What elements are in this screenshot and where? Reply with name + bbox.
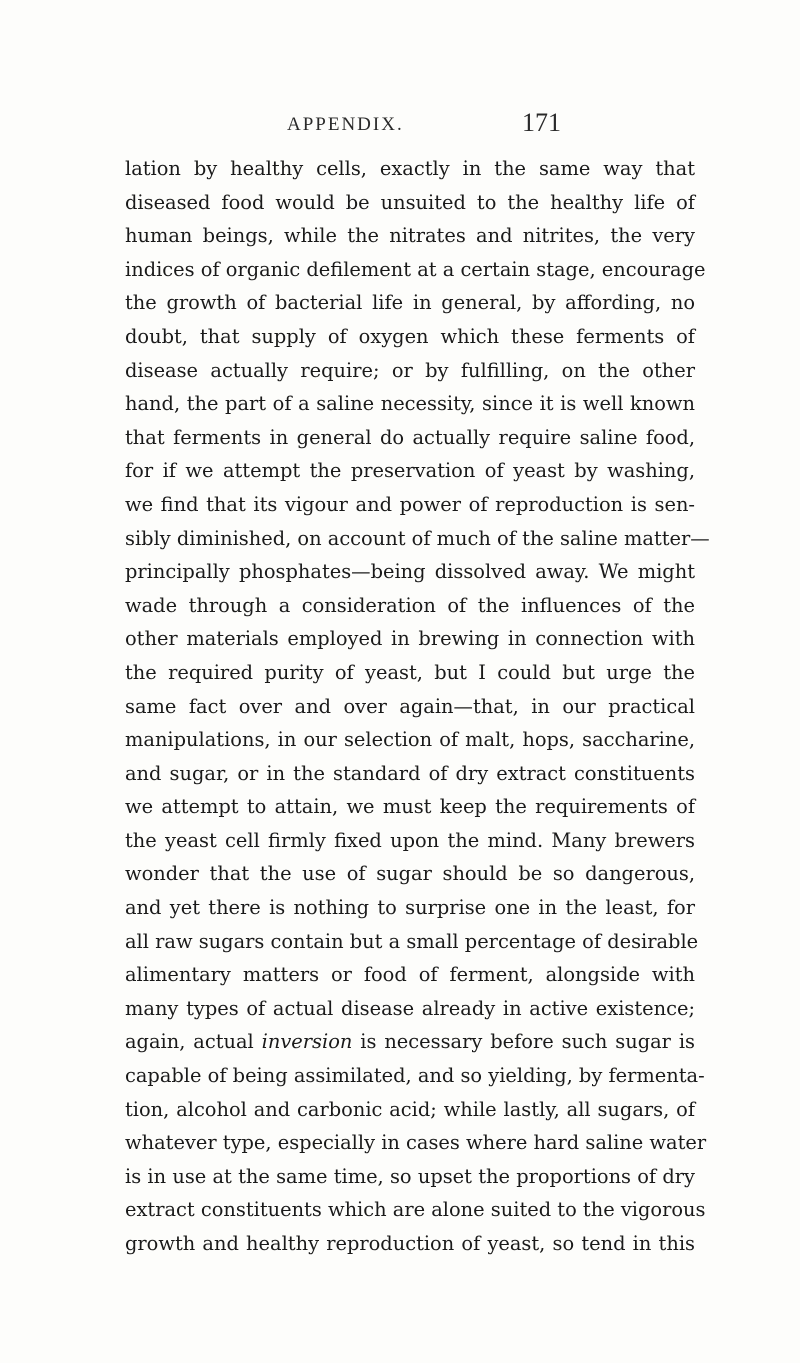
- text-line: indices of organic defilement at a certain stage, encourage: [125, 257, 706, 281]
- text-line: and yet there is nothing to surprise one in the least, for: [125, 896, 695, 920]
- text-line-with-italic: [125, 1025, 695, 1059]
- running-head: [0, 108, 800, 144]
- text-line: alimentary matters or food of ferment, alongside with: [125, 963, 695, 987]
- running-title: APPENDIX.: [287, 114, 404, 135]
- text-line: the growth of bacterial life in general, by affording, no: [125, 291, 695, 315]
- text-line: many types of actual disease already in active existence;: [125, 996, 695, 1020]
- text-line: lation by healthy cells, exactly in the same way that: [125, 157, 695, 180]
- text-line: diseased food would be unsuited to the healthy life of: [125, 190, 695, 214]
- text-line: all raw sugars contain but a small percentage of desirable: [125, 929, 699, 953]
- text-line: growth and healthy reproduction of yeast, so tend in this: [125, 1232, 695, 1255]
- text-line: whatever type, especially in cases where hard saline water: [125, 1131, 707, 1155]
- text-line: extract constituents which are alone suited to the vigorous: [125, 1198, 706, 1222]
- text-line: and sugar, or in the standard of dry extract constituents: [125, 761, 695, 785]
- text-line: for if we attempt the preservation of yeast by washing,: [125, 459, 695, 483]
- body-text: [125, 152, 710, 1261]
- text-line: principally phosphates—being dissolved away. We might: [125, 560, 695, 584]
- text-line: sibly diminished, on account of much of the saline matter—: [125, 526, 710, 550]
- text-line: same fact over and over again—that, in our practical: [125, 694, 695, 718]
- text-line: capable of being assimilated, and so yielding, by fermenta-: [125, 1064, 705, 1088]
- text-line: doubt, that supply of oxygen which these ferments of: [125, 324, 695, 348]
- text-line: is in use at the same time, so upset the proportions of dry: [125, 1164, 695, 1188]
- text-segment: again, actual: [125, 1030, 262, 1054]
- text-line: wade through a consideration of the influences of the: [125, 593, 695, 617]
- text-line: disease actually require; or by fulfilling, on the other: [125, 358, 695, 382]
- text-line: we find that its vigour and power of reproduction is sen-: [125, 492, 695, 516]
- page-number: 171: [522, 108, 561, 137]
- text-line: the required purity of yeast, but I could but urge the: [125, 660, 695, 684]
- text-line: tion, alcohol and carbonic acid; while lastly, all sugars, of: [125, 1097, 695, 1121]
- italic-term: inversion: [261, 1030, 353, 1054]
- text-line: hand, the part of a saline necessity, since it is well known: [125, 392, 695, 416]
- text-line: human beings, while the nitrates and nitrites, the very: [125, 224, 695, 248]
- text-segment: is necessary before such sugar is: [352, 1030, 695, 1054]
- text-line: we attempt to attain, we must keep the requirements of: [125, 795, 695, 819]
- text-line: wonder that the use of sugar should be so dangerous,: [125, 862, 695, 886]
- text-line: the yeast cell firmly fixed upon the mind. Many brewers: [125, 828, 695, 852]
- text-line: other materials employed in brewing in connection with: [125, 627, 695, 651]
- text-line: manipulations, in our selection of malt, hops, saccharine,: [125, 728, 695, 752]
- text-line: that ferments in general do actually require saline food,: [125, 425, 695, 449]
